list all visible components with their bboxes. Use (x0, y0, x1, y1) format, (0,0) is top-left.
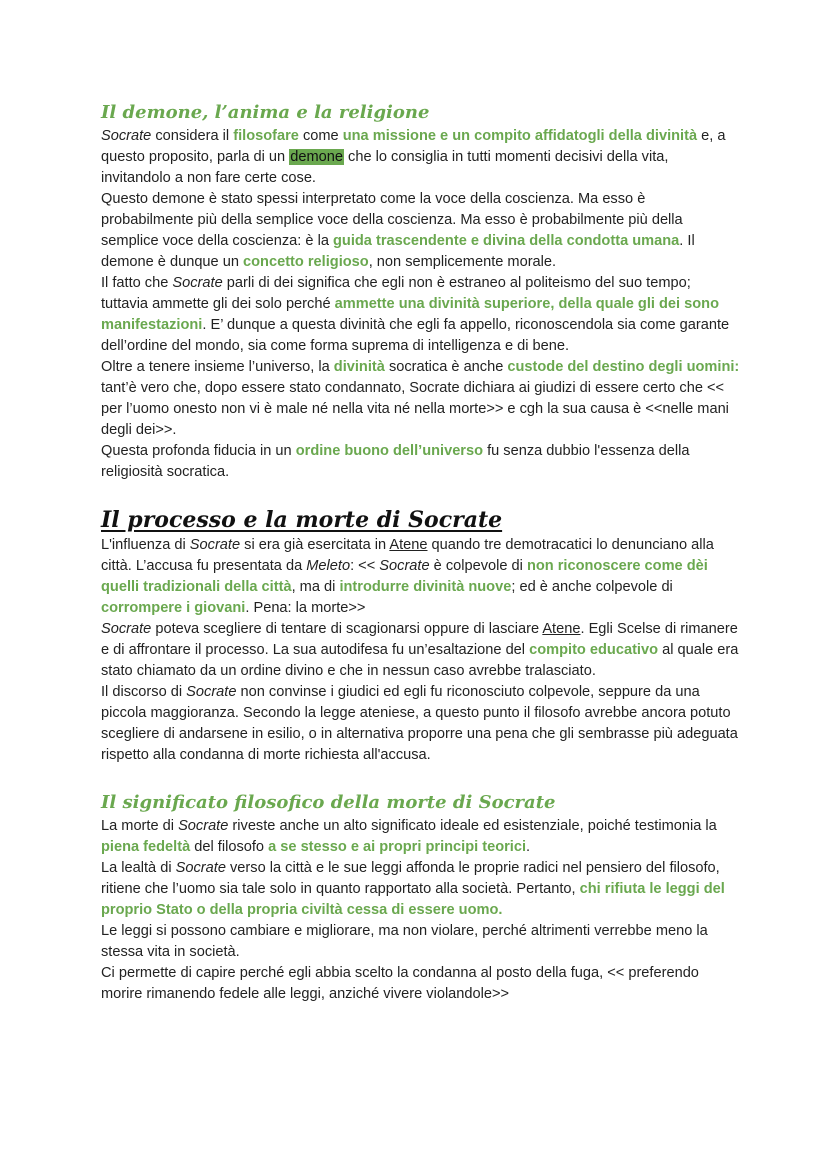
text: . (526, 839, 531, 855)
paragraph (101, 682, 740, 766)
text: si era già esercitata in (240, 537, 390, 553)
section-title-significato: Il significato filosofico della morte di Socrate (101, 792, 556, 813)
emphasis-text: a se stesso e ai propri principi teorici (268, 839, 527, 855)
text: La morte di (101, 818, 179, 834)
emphasis-text: ordine buono dell’universo (295, 443, 484, 459)
underlined-text: Atene (389, 537, 428, 553)
paragraph (101, 273, 740, 357)
underlined-text: Atene (542, 621, 581, 637)
emphasis-text: corrompere i giovani (101, 600, 246, 616)
text: ; ed è anche colpevole di (511, 579, 673, 595)
text: del filosofo (190, 839, 269, 855)
section-title-demone: Il demone, l’anima e la religione (101, 102, 430, 123)
text: socratica è anche (384, 359, 508, 375)
emphasis-text: guida trascendente e divina della condotta umana (333, 233, 680, 249)
emphasis-text: piena fedeltà (101, 839, 191, 855)
highlighted-text: demone (290, 149, 343, 165)
italic-text: Socrate (178, 818, 229, 834)
paragraph (101, 441, 740, 483)
italic-text: Socrate (101, 128, 152, 144)
emphasis-text: custode del destino degli uomini: (507, 359, 740, 375)
text: quando tre demotracatici lo denunciano alla città. L’accusa fu presentata da (101, 537, 714, 574)
italic-text: Socrate (379, 558, 430, 574)
text: al quale era stato chiamato da un ordine divino e che in nessun caso avrebbe tralasciato. (101, 642, 739, 679)
emphasis-text: una missione e un compito affidatogli della divinità (342, 128, 698, 144)
text: tant’è vero che, dopo essere stato condannato, Socrate dichiara ai giudizi di essere certo che << per l’uomo onesto non vi è male né nella vita né nella morte>> e cgh la sua causa è <<nelle mani degli dei>>. (101, 380, 729, 438)
text: non convinse i giudici ed egli fu riconosciuto colpevole, seppure da una piccola maggioranza. Secondo la legge ateniese, a questo punto il filosofo avrebbe ancora potuto scegliere di andarsene in esilio, o in alternativa proporre una pena che gli sembrasse più adeguata rispetto alla condanna di morte richiesta all'accusa. (101, 684, 738, 763)
text: parli di dei significa che egli non è estraneo al politeismo del suo tempo; tuttavia ammette gli dei solo perché (101, 275, 691, 312)
text: verso la città e le sue leggi affonda le proprie radici nel pensiero del filosofo, ritiene che l’uomo sia tale solo in quanto rapportato alla società. Pertanto, (101, 860, 720, 897)
italic-text: Socrate (101, 621, 152, 637)
paragraph (101, 619, 740, 682)
paragraph: Le leggi si possono cambiare e migliorare, ma non violare, perché altrimenti verrebbe meno la stessa vita in società. (101, 923, 708, 960)
text: . Pena: la morte>> (245, 600, 366, 616)
paragraph (101, 816, 740, 858)
paragraph (101, 357, 740, 441)
paragraph (101, 126, 740, 189)
section-title-processo: Il processo e la morte di Socrate (101, 507, 503, 533)
text: , non semplicemente morale. (368, 254, 557, 270)
text: Il fatto che (101, 275, 173, 291)
text: La lealtà di (101, 860, 176, 876)
paragraph (101, 189, 740, 273)
text: che lo consiglia in tutti momenti decisivi della vita, invitandolo a non fare certe cose. (101, 149, 669, 186)
text: : << (350, 558, 380, 574)
emphasis-text: non riconoscere come dèi quelli tradizionali della città (101, 558, 708, 595)
paragraph (101, 535, 740, 619)
text: considera il (151, 128, 234, 144)
text: Il discorso di (101, 684, 187, 700)
paragraph (101, 858, 740, 921)
emphasis-text: chi rifiuta le leggi del proprio Stato o della propria civiltà cessa di essere uomo. (101, 881, 725, 918)
text: poteva scegliere di tentare di scagionarsi oppure di lasciare (151, 621, 543, 637)
text: Questa profonda fiducia in un (101, 443, 296, 459)
emphasis-text: divinità (333, 359, 385, 375)
emphasis-text: concetto religioso (243, 254, 369, 270)
emphasis-text: filosofare (233, 128, 299, 144)
text: riveste anche un alto significato ideale ed esistenziale, poiché testimonia la (228, 818, 717, 834)
text: Questo demone è stato spessi interpretato come la voce della coscienza. Ma esso è probabilmente più della semplice voce della coscienza. Ma esso è probabilmente più della semplice voce della coscienza: è la (101, 191, 683, 249)
text: come (298, 128, 343, 144)
text: è colpevole di (429, 558, 527, 574)
emphasis-text: introdurre divinità nuove (339, 579, 512, 595)
text: e, a questo proposito, parla di un (101, 128, 726, 165)
italic-text: Socrate (172, 275, 223, 291)
emphasis-text: compito educativo (529, 642, 659, 658)
text: . E’ dunque a questa divinità che egli fa appello, riconoscendola sia come garante dell’ordine del mondo, sia come forma suprema di intelligenza e di bene. (101, 317, 730, 354)
text: . Egli Scelse di rimanere e di affrontare il processo. La sua autodifesa fu un’esaltazione del (101, 621, 738, 658)
text: L'influenza di (101, 537, 190, 553)
emphasis-text: ammette una divinità superiore, della quale gli dei sono manifestazioni (101, 296, 720, 333)
text: , ma di (291, 579, 340, 595)
paragraph: Ci permette di capire perché egli abbia scelto la condanna al posto della fuga, << preferendo morire rimanendo fedele alle leggi, anziché vivere violandole>> (101, 965, 699, 1002)
text: Oltre a tenere insieme l’universo, la (101, 359, 334, 375)
italic-text: Socrate (186, 684, 237, 700)
text: . Il demone è dunque un (101, 233, 695, 270)
italic-text: Meleto (306, 558, 351, 574)
text: fu senza dubbio l'essenza della religiosità socratica. (101, 443, 690, 480)
italic-text: Socrate (189, 537, 241, 553)
italic-text: Socrate (175, 860, 226, 876)
